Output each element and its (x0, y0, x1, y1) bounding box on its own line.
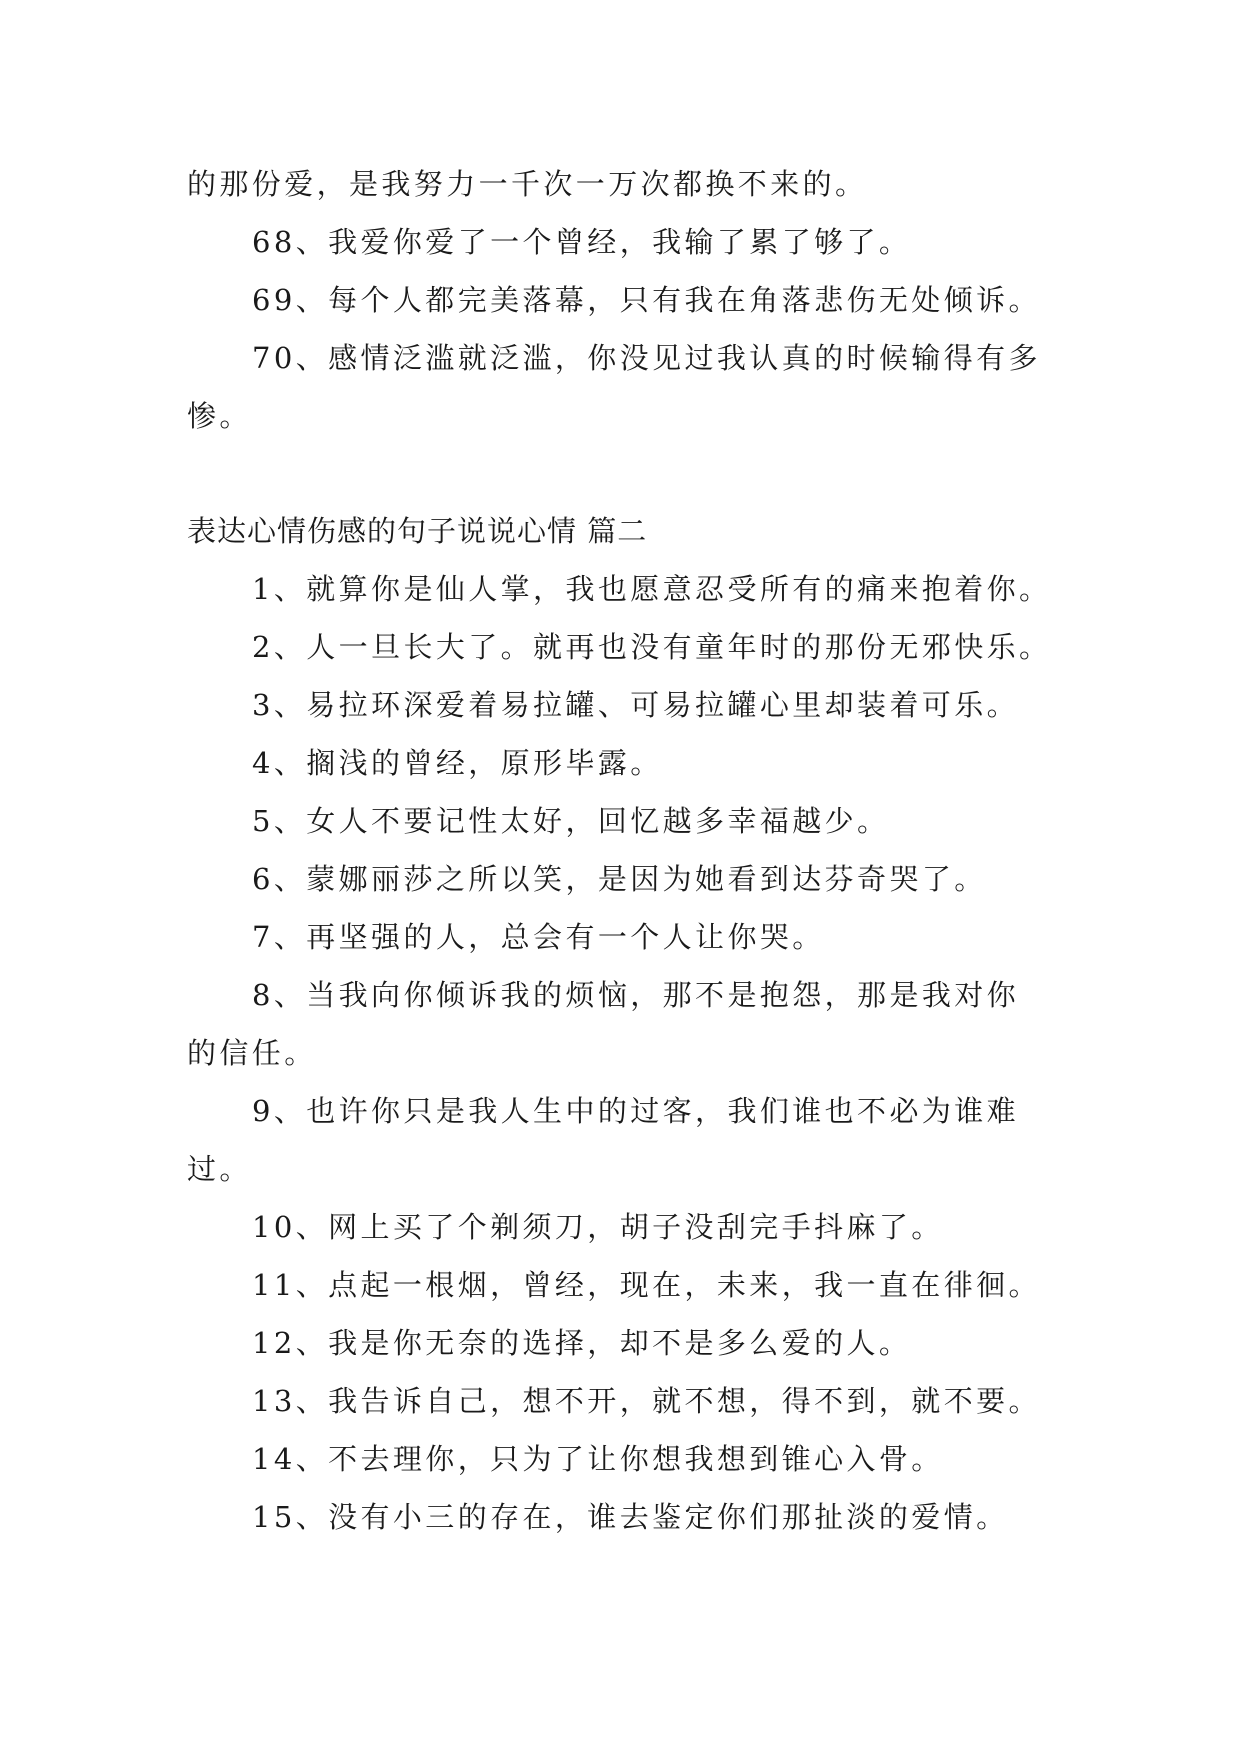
list-item-10: 10、网上买了个剃须刀，胡子没刮完手抖麻了。 (252, 1210, 944, 1244)
list-item-7: 7、再坚强的人，总会有一个人让你哭。 (252, 920, 825, 954)
list-item-14: 14、不去理你，只为了让你想我想到锥心入骨。 (252, 1442, 944, 1476)
list-item-68: 68、我爱你爱了一个曾经，我输了累了够了。 (252, 225, 912, 259)
list-item-70-wrap: 惨。 (187, 399, 252, 433)
list-item-12: 12、我是你无奈的选择，却不是多么爱的人。 (252, 1326, 912, 1360)
list-item-8-wrap: 的信任。 (187, 1036, 317, 1070)
list-item-8: 8、当我向你倾诉我的烦恼，那不是抱怨，那是我对你 (252, 978, 1020, 1012)
list-item-1: 1、就算你是仙人掌，我也愿意忍受所有的痛来抱着你。 (252, 572, 1052, 606)
list-item-11: 11、点起一根烟，曾经，现在，未来，我一直在徘徊。 (252, 1268, 1041, 1302)
list-item-15: 15、没有小三的存在，谁去鉴定你们那扯淡的爱情。 (252, 1500, 1009, 1534)
list-item-6: 6、蒙娜丽莎之所以笑，是因为她看到达芬奇哭了。 (252, 862, 987, 896)
list-item-13: 13、我告诉自己，想不开，就不想，得不到，就不要。 (252, 1384, 1041, 1418)
list-item-5: 5、女人不要记性太好，回忆越多幸福越少。 (252, 804, 890, 838)
section-heading: 表达心情伤感的句子说说心情 篇二 (187, 514, 648, 548)
list-item-4: 4、搁浅的曾经，原形毕露。 (252, 746, 663, 780)
list-item-9-wrap: 过。 (187, 1152, 252, 1186)
list-item-70: 70、感情泛滥就泛滥，你没见过我认真的时候输得有多 (252, 341, 1041, 375)
list-item-2: 2、人一旦长大了。就再也没有童年时的那份无邪快乐。 (252, 630, 1052, 664)
list-item-3: 3、易拉环深爱着易拉罐、可易拉罐心里却装着可乐。 (252, 688, 1020, 722)
list-item-69: 69、每个人都完美落幕，只有我在角落悲伤无处倾诉。 (252, 283, 1041, 317)
paragraph-continuation: 的那份爱，是我努力一千次一万次都换不来的。 (187, 167, 868, 201)
list-item-9: 9、也许你只是我人生中的过客，我们谁也不必为谁难 (252, 1094, 1020, 1128)
